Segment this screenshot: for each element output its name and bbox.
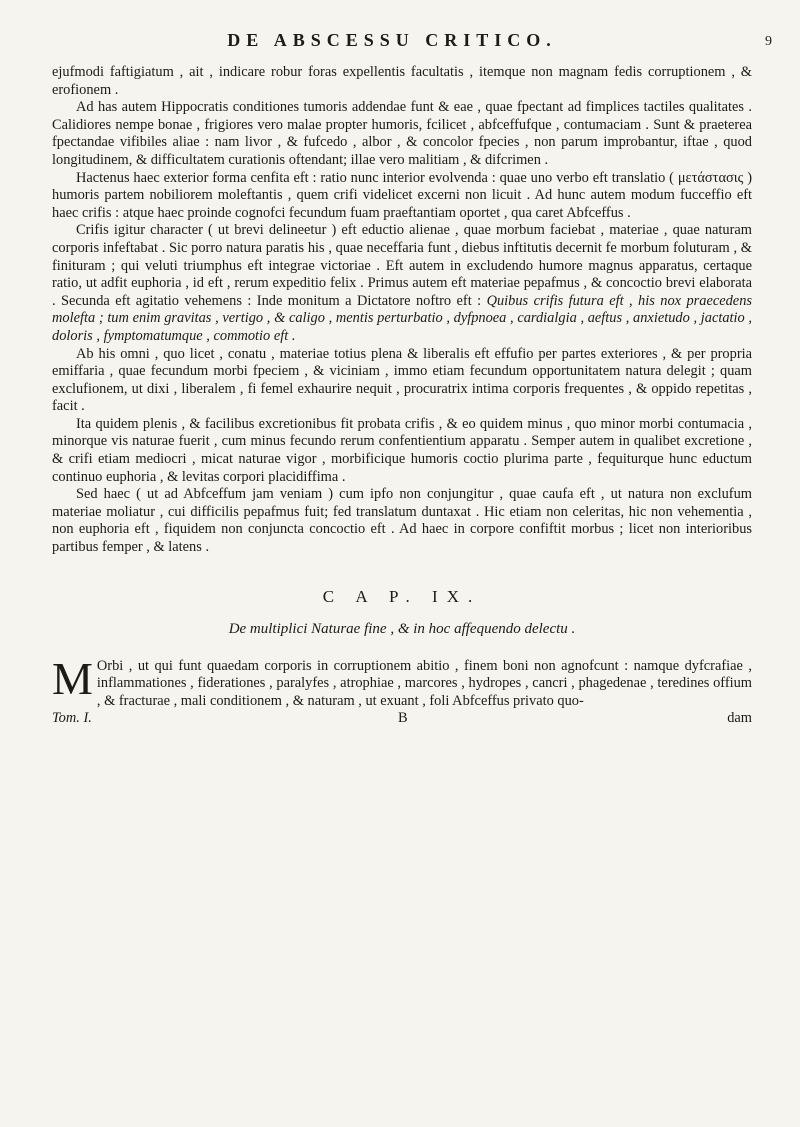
running-head: DE ABSCESSU CRITICO. <box>227 30 557 50</box>
page <box>52 30 772 728</box>
drop-cap: M <box>52 652 93 704</box>
final-paragraph <box>52 652 752 711</box>
paragraph-5: Ab his omni , quo licet , conatu , materiae totius plena & liberalis eft effufio per partes exteriores , & per propria emiffaria , quae fecundum morbi fpeciem , & viciniam , immo etiam fecundum opportunitatem natura delegit ; quam exclufionem, ut dixi , liberalem , fi femel exhaurire nequit , procuratrix intima corporis frequentes , & oppido repetitas , facit . <box>52 345 752 415</box>
page-number: 9 <box>765 34 772 49</box>
volume-mark: Tom. I. <box>52 710 92 727</box>
page-header <box>52 30 772 64</box>
paragraph-4 <box>52 222 752 345</box>
chapter-heading: C A P. IX. <box>322 586 482 606</box>
signature-mark: B <box>398 710 408 727</box>
paragraph-7: Sed haec ( ut ad Abfceffum jam veniam ) cum ipfo non conjungitur , quae caufa eft , ut natura non exclufum materiae moliatur , cui difficilis pepafmus fuit; fed translatum duntaxat . Hic etiam non celeritas, hic non vehementia , non euphoria eft , fiquidem non conjuncta concoctio eft . Ad haec in corpore confiftit morbus ; licet non interioribus partibus femper , & latens . <box>52 486 752 556</box>
paragraph-3: Hactenus haec exterior forma cenfita eft : ratio nunc interior evolvenda : quae uno verbo eft translatio ( μετάστασις ) humoris partem nobiliorem moleftantis , quem crifi videlicet excerni non licuit . Ad hunc autem modum fucceffio eft haec crifis : atque haec proinde cognofci fecundum fuam praeftantiam oportet , qua caret Abfceffus . <box>52 169 752 221</box>
final-paragraph-text: Orbi , ut qui funt quaedam corporis in corruptionem abitio , finem boni non agnofcunt : namque dyfcrafiae , inflammationes , fiderationes , paralyfes , atrophiae , marcores , hydropes , cancri , phagedenae , teredines offium , & fracturae , mali conditionem , & naturam , ut exuant , foli Abfceffus privato quo- <box>96 657 752 709</box>
paragraph-4-quotation: Quibus crifis futura eft , his nox praecedens molefta ; tum enim gravitas , vertigo , & caligo , mentis perturbatio , dyfpnoea , cardialgia , aeftus , anxietudo , jactatio , doloris , fymptomatumque , commotio eft . <box>52 292 752 344</box>
chapter-subtitle: De multiplici Naturae fine , & in hoc affequendo delectu . <box>228 620 576 637</box>
catchword: dam <box>727 710 752 727</box>
paragraph-1: ejufmodi faftigiatum , ait , indicare robur foras expellentis facultatis , itemque non magnam fedis corruptionem , & erofionem . <box>52 64 752 98</box>
page-footer <box>52 710 752 728</box>
paragraph-6: Ita quidem plenis , & facilibus excretionibus fit probata crifis , & eo quidem minus , quo minor morbi contumacia , minorque vis naturae fuerit , cum minus fecundo rerum confentientium apparatu . Semper autem in qualibet excretione , & crifi etiam mediocri , micat naturae vigor , morbificique humoris coctio plurima parte , fequiturque hunc eductum continuo euphoria , & levitas corpori placidiffima . <box>52 415 752 485</box>
paragraph-2: Ad has autem Hippocratis conditiones tumoris addendae funt & eae , quae fpectant ad fimplices tactiles qualitates . Calidiores nempe bonae , frigiores vero malae propter humoris, fcilicet , abfceffufque , contumaciam . Sunt & praeterea fpectandae vifibiles aliae : nam livor , & fufcedo , albor , & concolor fpecies , non parum improbantur, iftae , quod longitudinem, & difficultatem curationis oftendant; illae vero malitiam , & difcrimen . <box>52 99 752 168</box>
paragraph-4-text: Crifis igitur character ( ut brevi delineetur ) eft eductio alienae , quae morbum faciebat , materiae , quae naturam corporis infeftabat . Sic porro natura paratis his , quae neceffaria funt , diebus inftitutis decernit fe morbum foluturam , & finituram ; qui veluti triumphus eft integrae victoriae . Eft autem in excludendo humore magnus apparatus, certaque ratio, ut adfit euphoria , id eft , rerum expeditio felix . Primus autem eft materiae pepafmus , & concoctio brevi elaborata . Secunda eft agitatio vehemens : Inde monitum a Dictatore noftro eft : <box>52 222 752 309</box>
